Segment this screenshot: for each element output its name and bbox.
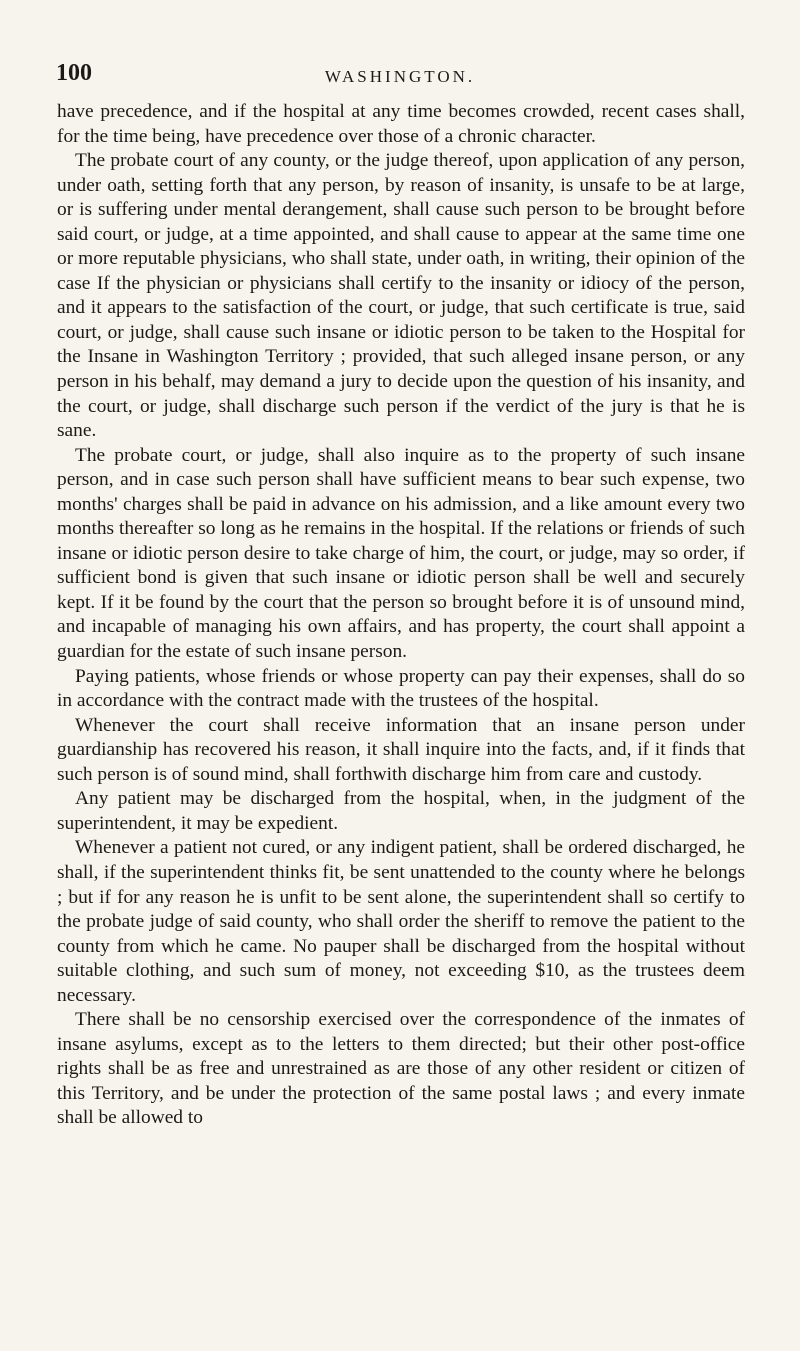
paragraph: Any patient may be discharged from the hospital, when, in the judgment of the superintendent, it may be expedient.: [57, 788, 745, 834]
paragraph: have precedence, and if the hospital at any time becomes crowded, recent cases shall, for the time being, have precedence over those of a chronic character.: [57, 101, 745, 147]
paragraph: The probate court, or judge, shall also inquire as to the property of such insane person, and in case such person shall have sufficient means to bear such expense, two months' charges shall be paid in advance on his admission, and a like amount every two months thereafter so long as he remains in the hospital. If the relations or friends of such insane or idiotic person desire to take charge of him, the court, or judge, may so order, if sufficient bond is given that such insane or idiotic person shall be well and securely kept. If it be found by the court that the person so brought before it is of unsound mind, and incapable of managing his own affairs, and has property, the court shall appoint a guardian for the estate of such insane person.: [57, 444, 745, 663]
page-number: 100: [56, 60, 92, 86]
paragraph: The probate court of any county, or the judge thereof, upon application of any person, under oath, setting forth that any person, by reason of insanity, is unsafe to be at large, or is suffering under mental derangement, shall cause such person to be brought before said court, or judge, at a time appointed, and shall cause to appear at the same time one or more reputable physicians, who shall state, under oath, in writing, their opinion of the case If the physician or physicians shall certify to the insanity or idiocy of the person, and it appears to the satisfaction of the court, or judge, that such certificate is true, said court, or judge, shall cause such insane or idiotic person to be taken to the Hospital for the Insane in Washington Territory ; provided, that such alleged insane person, or any person in his behalf, may demand a jury to decide upon the question of his insanity, and the court, or judge, shall discharge such person if the verdict of the jury is that he is sane.: [57, 150, 745, 442]
running-head: WASHINGTON.: [324, 67, 476, 86]
paragraph: Whenever the court shall receive information that an insane person under guardianship has recovered his reason, it shall inquire into the facts, and, if it finds that such person is of sound mind, shall forthwith discharge him from care and custody.: [57, 714, 745, 785]
page-header: [56, 60, 744, 90]
paragraph: Paying patients, whose friends or whose property can pay their expenses, shall do so in accordance with the contract made with the trustees of the hospital.: [57, 665, 745, 712]
body-text: [57, 100, 745, 1131]
paragraph: Whenever a patient not cured, or any indigent patient, shall be ordered discharged, he shall, if the superintendent thinks fit, be sent unattended to the county where he belongs ; but if for any reason he is unfit to be sent alone, the superintendent shall so certify to the probate judge of said county, who shall order the sheriff to remove the patient to the county from which he came. No pauper shall be discharged from the hospital without suitable clothing, and such sum of money, not exceeding $10, as the trustees deem necessary.: [57, 837, 745, 1006]
paragraph: There shall be no censorship exercised over the correspondence of the inmates of insane asylums, except as to the letters to them directed; but their other post-office rights shall be as free and unrestrained as are those of any other resident or citizen of this Territory, and be under the protection of the same postal laws ; and every inmate shall be allowed to: [57, 1009, 745, 1129]
